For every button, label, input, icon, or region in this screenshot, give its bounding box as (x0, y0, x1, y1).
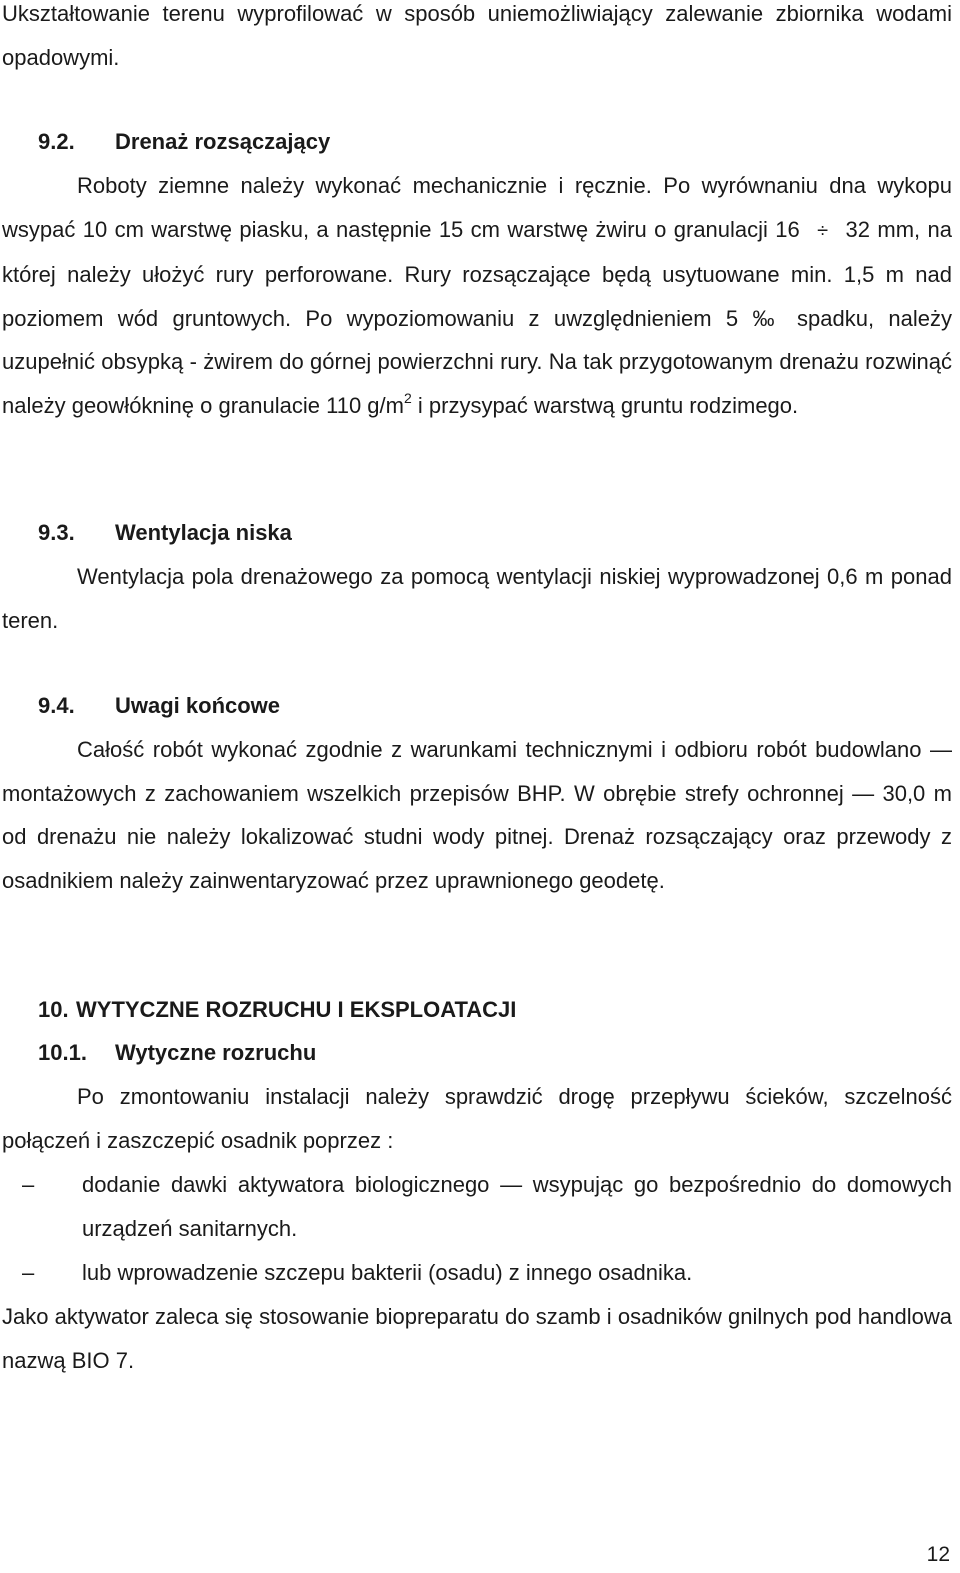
section-title: Uwagi końcowe (115, 693, 281, 718)
page-number: 12 (926, 1543, 950, 1566)
list-item-text: lub wprowadzenie szczepu bakterii (osadu) z innego osadnika. (82, 1260, 693, 1285)
section-title: Wentylacja niska (115, 520, 292, 545)
section-heading-9-3 (38, 519, 292, 547)
bullet-dash: – (22, 1260, 35, 1285)
section-9-3-paragraph: Wentylacja pola drenażowego za pomocą wentylacji niskiej wyprowadzonej 0,6 m ponad teren. (2, 564, 952, 633)
paragraph-text-part-a: Roboty ziemne należy wykonać mechanicznie i ręcznie. Po wyrównaniu dna wykopu wsypać 10 cm warstwę piasku, a następnie 15 cm warstwę żwiru o granulacji 16 (2, 173, 952, 242)
section-number: 10.1. (38, 1040, 87, 1065)
continuation-paragraph: Ukształtowanie terenu wyprofilować w sposób uniemożliwiający zalewanie zbiornika wodami opadowymi. (2, 1, 952, 70)
list-item (2, 1163, 952, 1250)
section-9-4-paragraph: Całość robót wykonać zgodnie z warunkami technicznymi i odbioru robót budowlano — montażowych z zachowaniem wszelkich przepisów BHP. W obrębie strefy ochronnej — 30,0 m od drenażu nie należy lokalizować studni wody pitnej. Drenaż rozsączający oraz przewody z osadnikiem należy zainwentaryzować przez uprawnionego geodetę. (2, 737, 952, 893)
division-sign: ÷ (817, 219, 829, 242)
section-heading-9-2 (38, 128, 330, 156)
bullet-dash: – (22, 1172, 35, 1197)
section-title: Wytyczne rozruchu (115, 1040, 317, 1065)
superscript-exponent: 2 (403, 389, 412, 406)
paragraph-text-part-b: 32 mm, na której należy ułożyć rury perforowane. Rury rozsączające będą usytuowane min. 1,5 m nad poziomem wód gruntowych. Po wypoziomowaniu z uwzględnieniem 5 ‰ spadku, należy uzupełnić obsypką - żwirem do górnej powierzchni rury. Na tak przygotowanym drenażu rozwinąć należy geowłókninę o granulacie 110 g/m (2, 216, 953, 418)
chapter-number: 10. (38, 997, 69, 1022)
section-title: Drenaż rozsączający (115, 129, 331, 154)
list-item-text: dodanie dawki aktywatora biologicznego — wsypując go bezpośrednio do domowych urządzeń sanitarnych. (82, 1172, 952, 1241)
section-9-2-paragraph (2, 164, 952, 427)
chapter-title: WYTYCZNE ROZRUCHU I EKSPLOATACJI (76, 997, 517, 1022)
list-item (2, 1251, 952, 1295)
section-number: 9.4. (38, 693, 75, 718)
chapter-heading-10 (38, 996, 516, 1024)
section-10-1-closing: Jako aktywator zaleca się stosowanie biopreparatu do szamb i osadników gnilnych pod handlowa nazwą BIO 7. (2, 1304, 952, 1373)
section-heading-10-1 (38, 1039, 316, 1067)
paragraph-text-part-c: i przysypać warstwą gruntu rodzimego. (411, 392, 799, 418)
section-heading-9-4 (38, 692, 280, 720)
section-number: 9.3. (38, 520, 75, 545)
section-10-1-intro: Po zmontowaniu instalacji należy sprawdzić drogę przepływu ścieków, szczelność połączeń i zaszczepić osadnik poprzez : (2, 1084, 952, 1153)
section-number: 9.2. (38, 129, 75, 154)
